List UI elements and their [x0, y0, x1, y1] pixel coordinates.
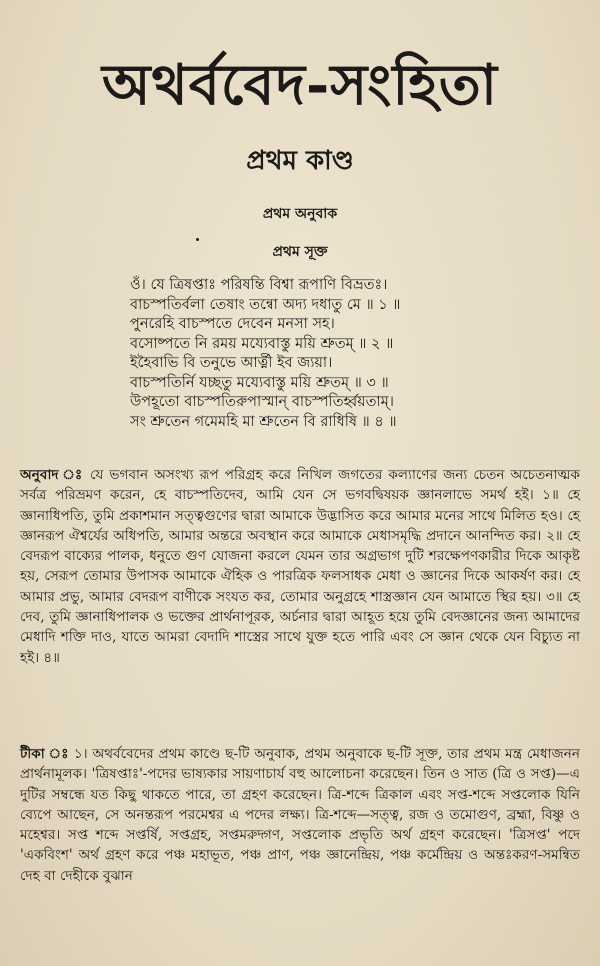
verse-line: পুনরেহি বাচস্পতে দেবেন মনসা সহ।: [130, 316, 335, 332]
anuvak-heading: প্রথম অনুবাক: [262, 206, 338, 222]
verse-line: ওঁ। যে ত্রিষপ্তাঃ পরিষন্তি বিশ্বা রূপাণি বিভ্রতঃ।: [130, 277, 388, 293]
verse-line: সং শ্রুতেন গমেমহি মা শ্রুতেন বি রাধিষি ॥ ৪ ॥: [130, 413, 397, 430]
kanda-heading: প্রথম কাণ্ড: [246, 146, 354, 176]
verse-line: বাচস্পতির্বলা তেষাং তন্বো অদ্য দধাতু মে ॥ ১ ॥: [130, 296, 401, 313]
verse-line: উপহূতো বাচস্পতিরুপাস্মান্ বাচস্পতির্হ্বয়তাম্।: [130, 394, 394, 410]
commentary-paragraph: [20, 744, 580, 886]
verse-block: [130, 276, 570, 432]
sukta-heading: প্রথম সূক্ত: [272, 244, 328, 260]
verse-line: ইহৈবাভি বি তনুভে আর্ত্নী ইব জ্যয়া।: [130, 355, 333, 371]
translation-label: অনুবাদ ঃ: [20, 467, 84, 483]
commentary-text: ১। অথর্ববেদের প্রথম কাণ্ডে ছ-টি অনুবাক, প্রথম অনুবাকে ছ-টি সূক্ত, তার প্রথম মন্ত্র মেধাজনন প্রার্থনামূলক। 'ত্রিষপ্তাঃ'-পদের ভাষ্যকার সায়ণাচার্য বহু আলোচনা করেছেন। তিন ও সাত (ত্রি ও সপ্ত)—এ দুটির সম্বন্ধে যত কিছু থাকতে পারে, তা গ্রহণ করেছেন। ত্রি-শব্দে ত্রিকাল এবং সপ্ত-শব্দে সপ্তলোক যিনি ব্যেপে আছেন, সে অনন্তরূপ পরমেশ্বর এ পদের লক্ষ্য। ত্রি-শব্দে—সত্ত্ব, রজ ও তমোগুণ, ব্রহ্মা, বিষ্ণু ও মহেশ্বর। সপ্ত শব্দে সপ্তর্ষি, সপ্তগ্রহ, সপ্তমরুদ্গণ, সপ্তলোক প্রভৃতি অর্থ গ্রহণ করেছেন। 'ত্রিসপ্ত' পদে 'একবিংশ' অর্থ গ্রহণ করে পঞ্চ মহাভূত, পঞ্চ প্রাণ, পঞ্চ জ্ঞানেন্দ্রিয়, পঞ্চ কর্মেন্দ্রিয় ও অন্তঃকরণ-সমন্বিত দেহ বা দেহীকে বুঝান: [20, 746, 581, 884]
ink-dot: [196, 238, 199, 241]
page-title: অথর্ববেদ-সংহিতা: [101, 52, 499, 118]
verse-line: বাচস্পতির্নি যচ্ছতু ময্যেবাস্তু ময়ি শ্রুতম্ ॥ ৩ ॥: [130, 374, 389, 391]
commentary-label: টীকা ঃ: [20, 746, 70, 762]
verse-line: বসোষ্পতে নি রময় ময্যেবাস্তু ময়ি শ্রুতম্ ॥ ২ ॥: [130, 335, 394, 352]
translation-text: যে ভগবান অসংখ্য রূপ পরিগ্রহ করে নিখিল জগতের কল্যাণের জন্য চেতন অচেতনাত্মক সর্বত্র পরিভ্রমণ করেন, হে বাচস্পতিদেব, আমি যেন সে ভগবদ্বিষয়ক জ্ঞানলাভে সমর্থ হই। ১॥ হে জ্ঞানাধিপতি, তুমি প্রকাশমান সত্ত্বগুণের দ্বারা আমাকে উদ্ভাসিত করে আমার মনের সাথে মিলিত হও। হে জ্ঞানরূপ ঐশ্বর্যের অধিপতি, আমার অন্তরে অবস্থান করে আমাকে মেধাসমৃদ্ধি প্রদানে আনন্দিত কর। ২॥ হে বেদরূপ বাক্যের পালক, ধনুতে গুণ যোজনা করলে যেমন তার অগ্রভাগ দুটি শরক্ষেপণকারীর দিকে আকৃষ্ট হয়, সেরূপ তোমার উপাসক আমাকে ঐহিক ও পারত্রিক ফলসাধক মেধা ও জ্ঞানের দিকে আকর্ষণ কর। হে আমার প্রভু, আমার বেদরূপ বাণীকে সংযত কর, তোমার অনুগ্রহে শাস্ত্রজ্ঞান যেন আমাতে স্থির হয়। ৩॥ হে দেব, তুমি জ্ঞানাধিপালক ও ভক্তের প্রার্থনাপূরক, অর্চনার দ্বারা আহূত হয়ে তুমি বেদজ্ঞানের জন্য আমাদের মেধাদি শক্তি দাও, যাতে আমরা বেদাদি শাস্ত্রের সাথে যুক্ত হতে পারি এবং সে জ্ঞান থেকে যেন বিচ্যুত না হই। ৪॥: [20, 467, 580, 666]
translation-paragraph: [20, 465, 580, 668]
